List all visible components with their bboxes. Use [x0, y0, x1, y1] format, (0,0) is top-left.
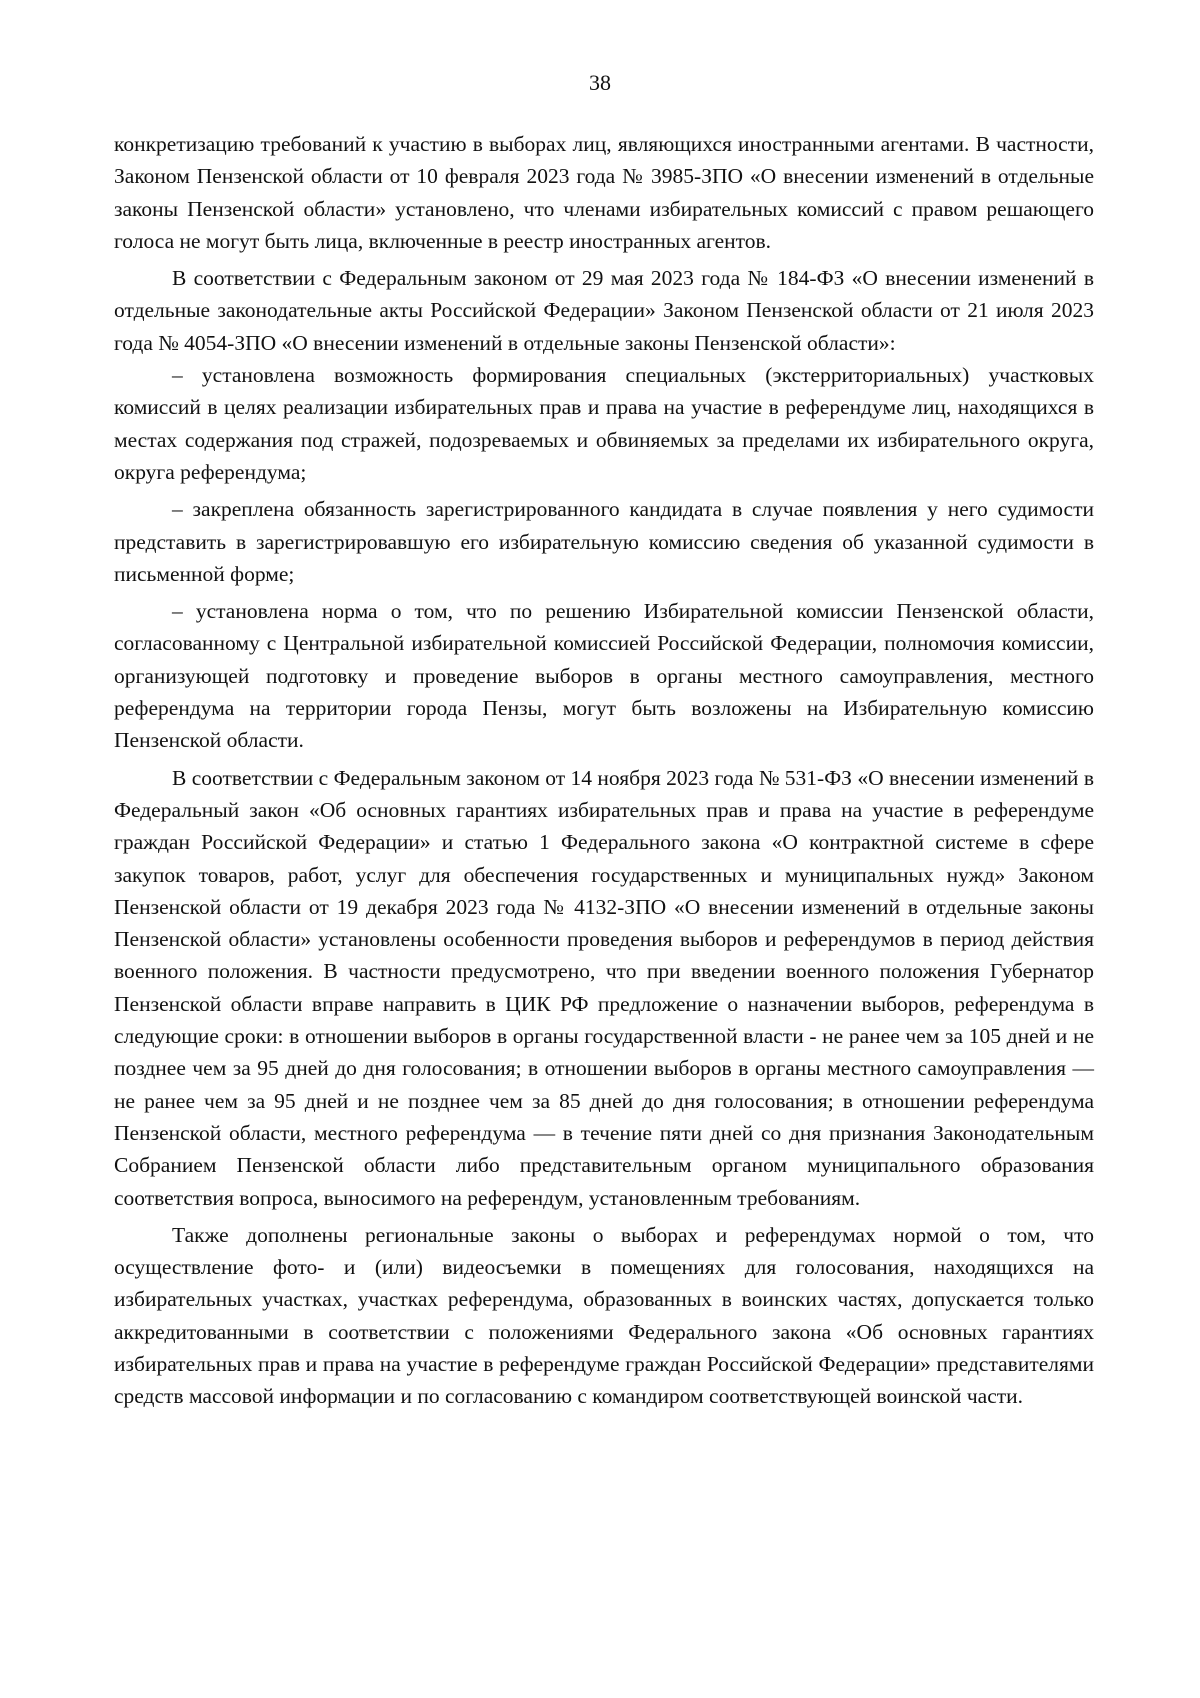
paragraph: конкретизацию требований к участию в выборах лиц, являющихся иностранными агентами. В частности, Законом Пензенской области от 10 февраля 2023 года № 3985-ЗПО «О внесении изменений в отдельные законы Пензенской области» установлено, что членами избирательных комиссий с правом решающего голоса не могут быть лица, включенные в реестр иностранных агентов.: [114, 132, 1094, 253]
list-item: – установлена норма о том, что по решению Избирательной комиссии Пензенской области, согласованному с Центральной избирательной комиссией Российской Федерации, полномочия комиссии, организующей подготовку и проведение выборов в органы местного самоуправления, местного референдума на территории города Пензы, могут быть возложены на Избирательную комиссию Пензенской области.: [114, 599, 1094, 753]
paragraph: В соответствии с Федеральным законом от 29 мая 2023 года № 184-ФЗ «О внесении изменений в отдельные законодательные акты Российской Федерации» Законом Пензенской области от 21 июля 2023 года № 4054-ЗПО «О внесении изменений в отдельные законы Пензенской области»:: [114, 266, 1094, 355]
document-body: [114, 128, 1094, 1413]
page-number: 38: [589, 70, 611, 95]
list-item: – закреплена обязанность зарегистрированного кандидата в случае появления у него судимости представить в зарегистрировавшую его избирательную комиссию сведения об указанной судимости в письменной форме;: [114, 497, 1094, 586]
list-item: – установлена возможность формирования специальных (экстерриториальных) участковых комиссий в целях реализации избирательных прав и права на участие в референдуме лиц, находящихся в местах содержания под стражей, подозреваемых и обвиняемых за пределами их избирательного округа, округа референдума;: [114, 363, 1094, 484]
paragraph: Также дополнены региональные законы о выборах и референдумах нормой о том, что осуществление фото- и (или) видеосъемки в помещениях для голосования, находящихся на избирательных участках, участках референдума, образованных в воинских частях, допускается только аккредитованными в соответствии с положениями Федерального закона «Об основных гарантиях избирательных прав и права на участие в референдуме граждан Российской Федерации» представителями средств массовой информации и по согласованию с командиром соответствующей воинской части.: [114, 1222, 1094, 1409]
paragraph: В соответствии с Федеральным законом от 14 ноября 2023 года № 531-ФЗ «О внесении изменений в Федеральный закон «Об основных гарантиях избирательных прав и права на участие в референдуме граждан Российской Федерации» и статью 1 Федерального закона «О контрактной системе в сфере закупок товаров, работ, услуг для обеспечения государственных и муниципальных нужд» Законом Пензенской области от 19 декабря 2023 года № 4132-ЗПО «О внесении изменений в отдельные законы Пензенской области» установлены особенности проведения выборов и референдумов в период действия военного положения. В частности предусмотрено, что при введении военного положения Губернатор Пензенской области вправе направить в ЦИК РФ предложение о назначении выборов, референдума в следующие сроки: в отношении выборов в органы государственной власти - не ранее чем за 105 дней и не позднее чем за 95 дней до дня голосования; в отношении выборов в органы местного самоуправления — не ранее чем за 95 дней и не позднее чем за 85 дней до дня голосования; в отношении референдума Пензенской области, местного референдума — в течение пяти дней со дня признания Законодательным Собранием Пензенской области либо представительным органом муниципального образования соответствия вопроса, выносимого на референдум, установленным требованиям.: [114, 765, 1094, 1210]
